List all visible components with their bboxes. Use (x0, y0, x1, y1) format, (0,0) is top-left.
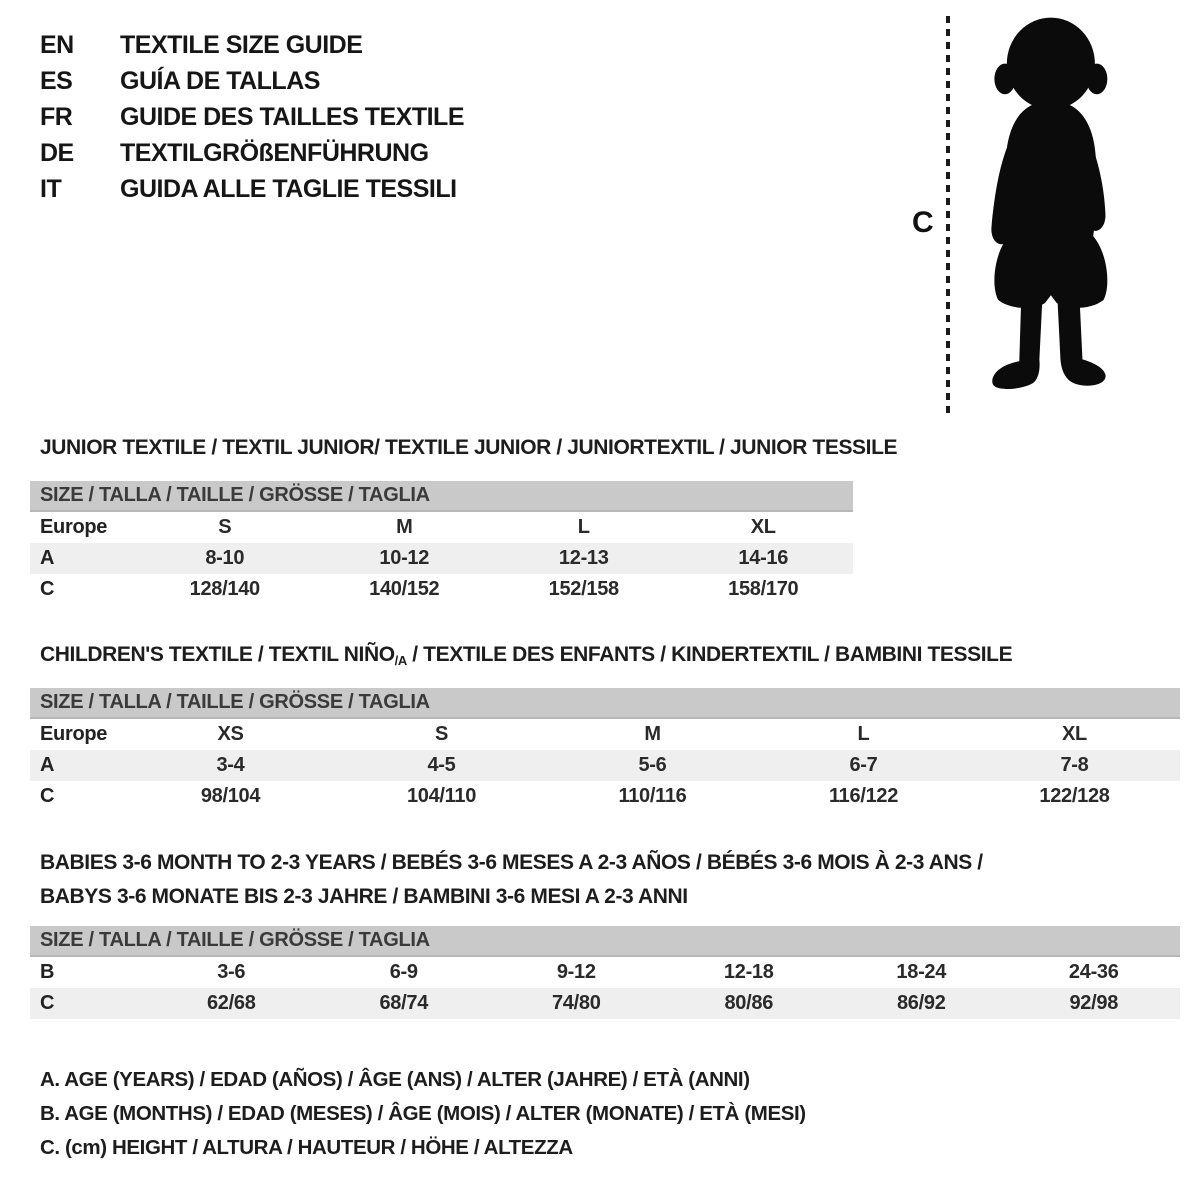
lang-code: ES (40, 67, 73, 95)
table-row (30, 512, 853, 543)
height-cell: 158/170 (728, 578, 799, 600)
age-cell: 8-10 (205, 547, 245, 569)
age-cell: 12-18 (723, 961, 774, 983)
height-cell: 68/74 (379, 992, 429, 1014)
babies-section-title-line2: BABYS 3-6 MONATE BIS 2-3 JAHRE / BAMBINI 3-6 MESI A 2-3 ANNI (40, 885, 688, 908)
size-header-band: SIZE / TALLA / TAILLE / GRÖSSE / TAGLIA (30, 688, 1180, 719)
table-row (30, 957, 1180, 988)
height-cell: 104/110 (406, 785, 477, 807)
junior-section-title: JUNIOR TEXTILE / TEXTIL JUNIOR/ TEXTILE JUNIOR / JUNIORTEXTIL / JUNIOR TESSILE (40, 436, 898, 459)
age-cell: 3-6 (217, 961, 246, 983)
junior-size-table (30, 481, 853, 605)
height-cell: 98/104 (200, 785, 261, 807)
lang-title: GUIDA ALLE TAGLIE TESSILI (120, 175, 457, 203)
lang-row-it (40, 171, 464, 207)
legend-line-b: B. AGE (MONTHS) / EDAD (MESES) / ÂGE (MOIS) / ALTER (MONATE) / ETÀ (MESI) (40, 1102, 806, 1125)
lang-row-fr (40, 99, 464, 135)
children-size-table (30, 688, 1180, 812)
lang-code: IT (40, 175, 62, 203)
age-cell: 24-36 (1068, 961, 1119, 983)
height-cell: 92/98 (1069, 992, 1119, 1014)
height-cell: 116/122 (828, 785, 899, 807)
age-cell: 4-5 (427, 754, 456, 776)
lang-row-en (40, 27, 464, 63)
children-title-suffix: / TEXTILE DES ENFANTS / KINDERTEXTIL / BAMBINI TESSILE (406, 643, 1013, 666)
language-header (40, 27, 464, 207)
row-label: A (40, 547, 55, 569)
age-cell: 6-9 (389, 961, 418, 983)
children-section-title (40, 643, 1012, 668)
lang-title: TEXTILGRÖßENFÜHRUNG (120, 139, 429, 167)
height-cell: 128/140 (189, 578, 260, 600)
table-row (30, 750, 1180, 781)
children-title-prefix: CHILDREN'S TEXTILE / TEXTIL NIÑO (40, 643, 395, 666)
row-label: C (40, 578, 55, 600)
age-cell: 3-4 (216, 754, 245, 776)
age-cell: 7-8 (1060, 754, 1089, 776)
row-label: C (40, 785, 55, 807)
age-cell: 12-13 (558, 547, 609, 569)
age-cell: 10-12 (379, 547, 430, 569)
table-row (30, 543, 853, 574)
size-cell: XL (1062, 723, 1087, 745)
lang-row-de (40, 135, 464, 171)
lang-title: TEXTILE SIZE GUIDE (120, 31, 363, 59)
size-cell: S (218, 516, 232, 538)
size-cell: M (396, 516, 413, 538)
table-row (30, 719, 1180, 750)
size-cell: L (577, 516, 590, 538)
size-cell: M (644, 723, 661, 745)
height-cell: 122/128 (1039, 785, 1110, 807)
row-label: A (40, 754, 55, 776)
lang-code: FR (40, 103, 73, 131)
size-cell: XS (217, 723, 244, 745)
table-row (30, 574, 853, 605)
height-cell: 86/92 (896, 992, 946, 1014)
row-label: C (40, 992, 55, 1014)
height-cell: 140/152 (369, 578, 440, 600)
children-title-sub: /A (394, 653, 407, 668)
legend-line-a: A. AGE (YEARS) / EDAD (AÑOS) / ÂGE (ANS) / ALTER (JAHRE) / ETÀ (ANNI) (40, 1068, 750, 1091)
age-cell: 18-24 (896, 961, 947, 983)
height-cell: 152/158 (548, 578, 619, 600)
lang-row-es (40, 63, 464, 99)
lang-code: EN (40, 31, 74, 59)
table-row (30, 781, 1180, 812)
height-cell: 110/116 (618, 785, 687, 807)
size-cell: XL (750, 516, 776, 538)
height-measure-dashed-line (946, 16, 950, 414)
size-header-band: SIZE / TALLA / TAILLE / GRÖSSE / TAGLIA (30, 926, 1180, 957)
row-label: Europe (40, 723, 108, 745)
lang-title: GUIDE DES TAILLES TEXTILE (120, 103, 465, 131)
row-label: B (40, 961, 55, 983)
age-cell: 14-16 (738, 547, 789, 569)
size-header-band: SIZE / TALLA / TAILLE / GRÖSSE / TAGLIA (30, 481, 853, 512)
age-cell: 5-6 (638, 754, 667, 776)
legend-line-c: C. (cm) HEIGHT / ALTURA / HAUTEUR / HÖHE / ALTEZZA (40, 1136, 573, 1159)
toddler-silhouette-icon (952, 10, 1144, 412)
babies-size-table (30, 926, 1180, 1019)
height-measure-label: C (912, 206, 934, 239)
lang-title: GUÍA DE TALLAS (120, 67, 320, 95)
measurement-legend (40, 1063, 806, 1165)
age-cell: 6-7 (849, 754, 878, 776)
size-cell: S (434, 723, 449, 745)
row-label: Europe (40, 516, 108, 538)
lang-code: DE (40, 139, 74, 167)
table-row (30, 988, 1180, 1019)
height-cell: 80/86 (724, 992, 774, 1014)
babies-section-title-line1: BABIES 3-6 MONTH TO 2-3 YEARS / BEBÉS 3-6 MESES A 2-3 AÑOS / BÉBÉS 3-6 MOIS À 2-3 ANS / (40, 851, 983, 874)
height-cell: 62/68 (206, 992, 256, 1014)
size-cell: L (857, 723, 870, 745)
height-cell: 74/80 (551, 992, 601, 1014)
age-cell: 9-12 (556, 961, 596, 983)
